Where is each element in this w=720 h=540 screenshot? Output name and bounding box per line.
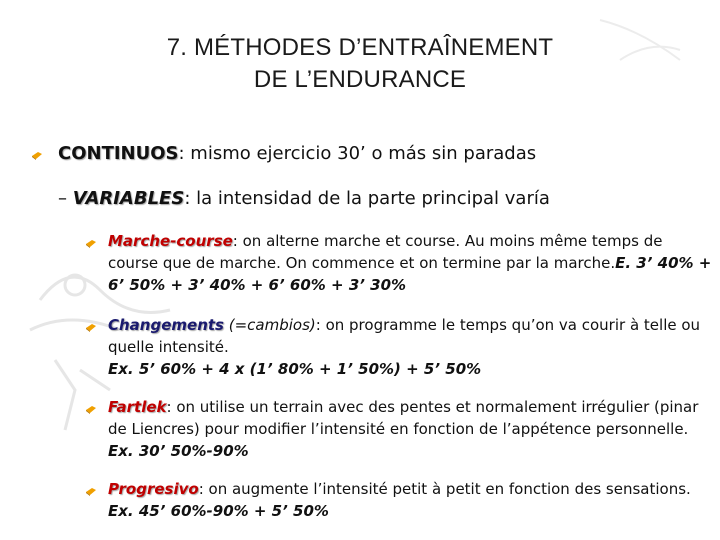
subitem-fartlek-label: Fartlek [108,398,167,416]
item-continuos [58,143,536,164]
subitem-progresivo-example: Ex. 45’ 60%-90% + 5’ 50% [108,502,329,520]
title-line-2: DE L’ENDURANCE [253,66,467,93]
item-variables-text: : la intensidad de la parte principal varía [184,188,550,209]
subitem-marche-course-text: : on alterne marche et course. Au moins même temps de course que de marche. On commence et on termine par la marche. [108,232,663,272]
subitem-marche-course-label: Marche-course [108,232,233,250]
item-variables-label: VARIABLES [72,188,185,209]
subitem-progresivo [108,478,712,522]
subitem-marche-course-example: E. 3’ 40% + 6’ 50% + 3’ 40% + 6’ 60% + 3’ 30% [108,254,712,294]
bullet-icon [86,322,96,332]
bullet-icon [32,150,42,160]
subitem-changements-example: Ex. 5’ 60% + 4 x (1’ 80% + 1’ 50%) + 5’ 50% [108,360,482,378]
title-line-1: 7. MÉTHODES D’ENTRAÎNEMENT [166,34,554,61]
subitem-fartlek [108,396,712,462]
subitem-progresivo-text: : on augmente l’intensité petit à petit en fonction des sensations. [198,480,691,498]
subitem-marche-course [108,230,712,296]
subitem-fartlek-text: : on utilise un terrain avec des pentes et normalement irrégulier (pinar de Liencres) pour modifier l’intensité en fonction de l’appétence personnelle. [108,398,699,438]
item-continuos-text: : mismo ejercicio 30’ o más sin paradas [178,143,537,164]
bullet-icon [86,486,96,496]
subitem-fartlek-example: Ex. 30’ 50%-90% [108,442,249,460]
subitem-progresivo-label: Progresivo [108,480,199,498]
subitem-changements-label: Changements [108,316,224,334]
bullet-icon [86,404,96,414]
slide-title [0,32,720,96]
subitem-changements-text: : on programme le temps qu’on va courir à telle ou quelle intensité. [108,316,701,356]
item-variables [58,188,550,209]
item-variables-dash: – [58,188,73,209]
subitem-changements-note: (=cambios) [223,316,316,334]
item-continuos-label: CONTINUOS [58,143,179,164]
subitem-changements [108,314,712,380]
bullet-icon [86,238,96,248]
